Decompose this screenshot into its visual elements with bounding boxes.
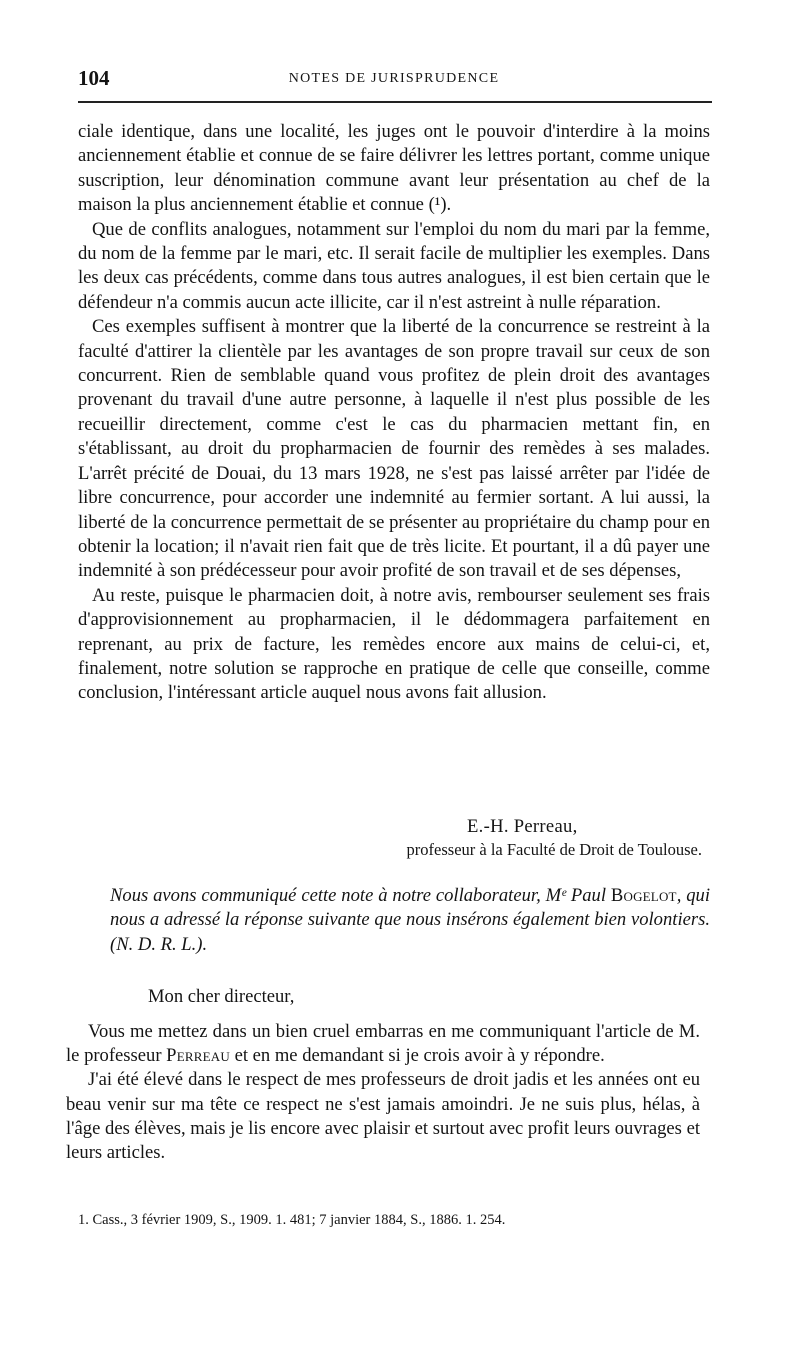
editorial-text-1: Nous avons communiqué cette note à notre collaborateur, Mᵉ Paul: [110, 885, 611, 906]
running-title: NOTES DE JURISPRUDENCE: [288, 71, 500, 86]
letter-p1-text-1: Vous me mettez dans un bien cruel embarras en me communiquant l'article de M. le professeur: [66, 1021, 700, 1067]
header-rule: [78, 101, 712, 103]
paragraph-conflicts: Que de conflits analogues, notamment sur l'emploi du nom du mari par la femme, du nom de la femme par le mari, etc. Il serait facile de multiplier les exemples. Dans les deux cas précédents, comme dans tous autres analogues, il est bien certain que le défendeur n'a commis aucun acte illicite, car il n'est astreint à nulle réparation.: [78, 218, 710, 313]
letter-p1-name: Perreau: [166, 1045, 230, 1067]
paragraph-conclusion: Au reste, puisque le pharmacien doit, à notre avis, rembourser seulement ses frais d'approvisionnement au propharmacien, il le dédommagera parfaitement en reprenant, au prix de facture, les remèdes encore aux mains de celui-ci, et, finalement, notre solution se rapproche en pratique de celle que conseille, comme conclusion, l'intéressant article auquel nous avons fait allusion.: [78, 584, 710, 704]
note-body: [78, 120, 710, 706]
page-header: [78, 66, 710, 94]
signature-affiliation: professeur à la Faculté de Droit de Toulouse.: [406, 840, 702, 859]
letter-paragraph-2: J'ai été élevé dans le respect de mes professeurs de droit jadis et les années ont eu beau venir sur ma tête ce respect ne s'est jamais amoindri. Je ne suis plus, hélas, à l'âge des élèves, mais je lis encore avec plaisir et surtout avec profit leurs ouvrages et leurs articles.: [66, 1069, 700, 1164]
editorial-name: Bogelot: [610, 885, 677, 906]
paragraph-examples: Ces exemples suffisent à montrer que la liberté de la concurrence se restreint à la faculté d'attirer la clientèle par les avantages de son propre travail sur ceux de son concurrent. Rien de semblable quand vous profitez de plein droit des avantages provenant du travail d'une autre personne, à laquelle il n'est plus possible de les recueillir directement, comme c'est le cas du pharmacien mettant fin, en s'établissant, au droit du propharmacien de fournir des remèdes à ses malades. L'arrêt précité de Douai, du 13 mars 1928, ne s'est pas laissé arrêter par l'idée de libre concurrence, pour accorder une indemnité au fermier sortant. A lui aussi, la liberté de la concurrence permettait de se présenter au propriétaire du champ pour en obtenir la location; il n'avait rien fait que de très licite. Et pourtant, il a dû payer une indemnité à son prédécesseur pour avoir profité de son travail et de ses dépenses,: [78, 316, 710, 582]
footnote: 1. Cass., 3 février 1909, S., 1909. 1. 481; 7 janvier 1884, S., 1886. 1. 254.: [78, 1212, 506, 1228]
letter-salutation: Mon cher directeur,: [148, 986, 295, 1007]
letter-body: [66, 1020, 700, 1165]
editorial-paragraph: [110, 884, 710, 957]
signature-name: [467, 816, 578, 838]
letter-p1-text-2: et en me demandant si je crois avoir à y répondre.: [229, 1045, 605, 1067]
editorial-note: [110, 884, 710, 957]
page-number: 104: [78, 66, 110, 90]
signature-name-text: E.-H. Perreau,: [467, 816, 578, 837]
letter-paragraph-1: [66, 1020, 700, 1068]
editorial-text-2: , qui nous a adressé la réponse suivante que nous insérons également bien volontiers. (N. D. R. L.).: [110, 885, 710, 955]
paragraph-continuation: ciale identique, dans une localité, les juges ont le pouvoir d'interdire à la moins anciennement établie et connue de se faire délivrer les lettres portant, comme unique suscription, leur dénomination commune avant leur présentation au chef de la maison la plus anciennement établie et connue (¹).: [78, 121, 710, 216]
